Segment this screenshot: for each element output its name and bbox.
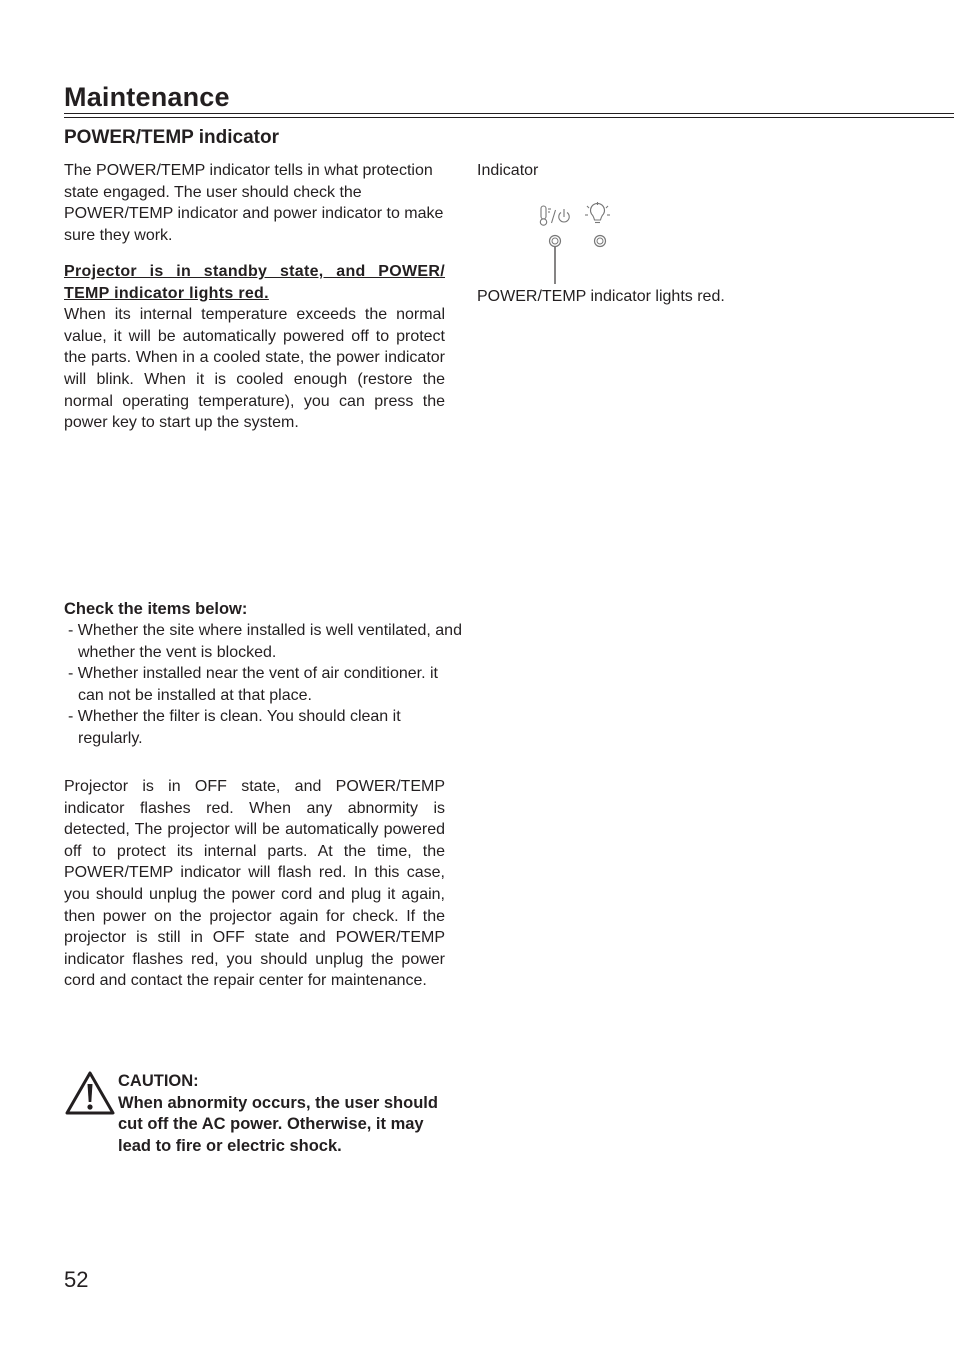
standby-heading: Projector is in standby state, and POWER/ TEMP indicator lights red. (64, 263, 445, 302)
check-item: - Whether installed near the vent of air conditioner. it can not be installed at that place. (68, 665, 438, 704)
title-rule-secondary (64, 117, 954, 118)
warning-triangle-icon (64, 1070, 116, 1116)
check-item: - Whether the filter is clean. You should clean it regularly. (68, 708, 401, 747)
page-number: 52 (64, 1267, 89, 1292)
indicator-caption: POWER/TEMP indicator lights red. (477, 288, 725, 305)
lamp-icon (585, 202, 610, 223)
indicator-diagram (530, 200, 620, 290)
check-item: - Whether the site where installed is well ventilated, and whether the vent is blocked. (68, 622, 462, 661)
intro-paragraph: The POWER/TEMP indicator tells in what protection state engaged. The user should check the POWER/TEMP indicator and power indicator to make sure they work. (64, 162, 444, 244)
check-list (64, 620, 464, 750)
section-title: POWER/TEMP indicator (64, 127, 280, 148)
thermometer-power-icon (540, 206, 569, 225)
indicator-label: Indicator (477, 162, 539, 179)
title-rule (64, 113, 954, 114)
caution-body: When abnormity occurs, the user should cut off the AC power. Otherwise, it may lead to fire or electric shock. (118, 1093, 438, 1155)
check-heading: Check the items below: (64, 600, 248, 618)
standby-body: When its internal temperature exceeds the normal value, it will be automatically powered off to protect the parts. When in a cooled state, the power indicator will blink. When it is cooled enough (restore the normal operating temperature), you can press the power key to start up the system. (64, 306, 445, 432)
page-title: Maintenance (64, 82, 230, 112)
lamp-led (595, 236, 606, 247)
caution-heading: CAUTION: (118, 1072, 199, 1090)
caution-block (118, 1071, 458, 1157)
off-state-paragraph: Projector is in OFF state, and POWER/TEMP indicator flashes red. When any abnormity is detected, The projector will be automatically powered off to protect its internal parts. At the time, the POWER/TEMP indicator will flash red. In this case, you should unplug the power cord and plug it again, then power on the projector again for check. If the projector is still in OFF state and POWER/TEMP indicator flashes red, you should unplug the power cord and contact the repair center for maintenance. (64, 778, 445, 990)
standby-section (64, 261, 445, 434)
check-section (64, 598, 464, 750)
power-temp-led (550, 236, 561, 247)
